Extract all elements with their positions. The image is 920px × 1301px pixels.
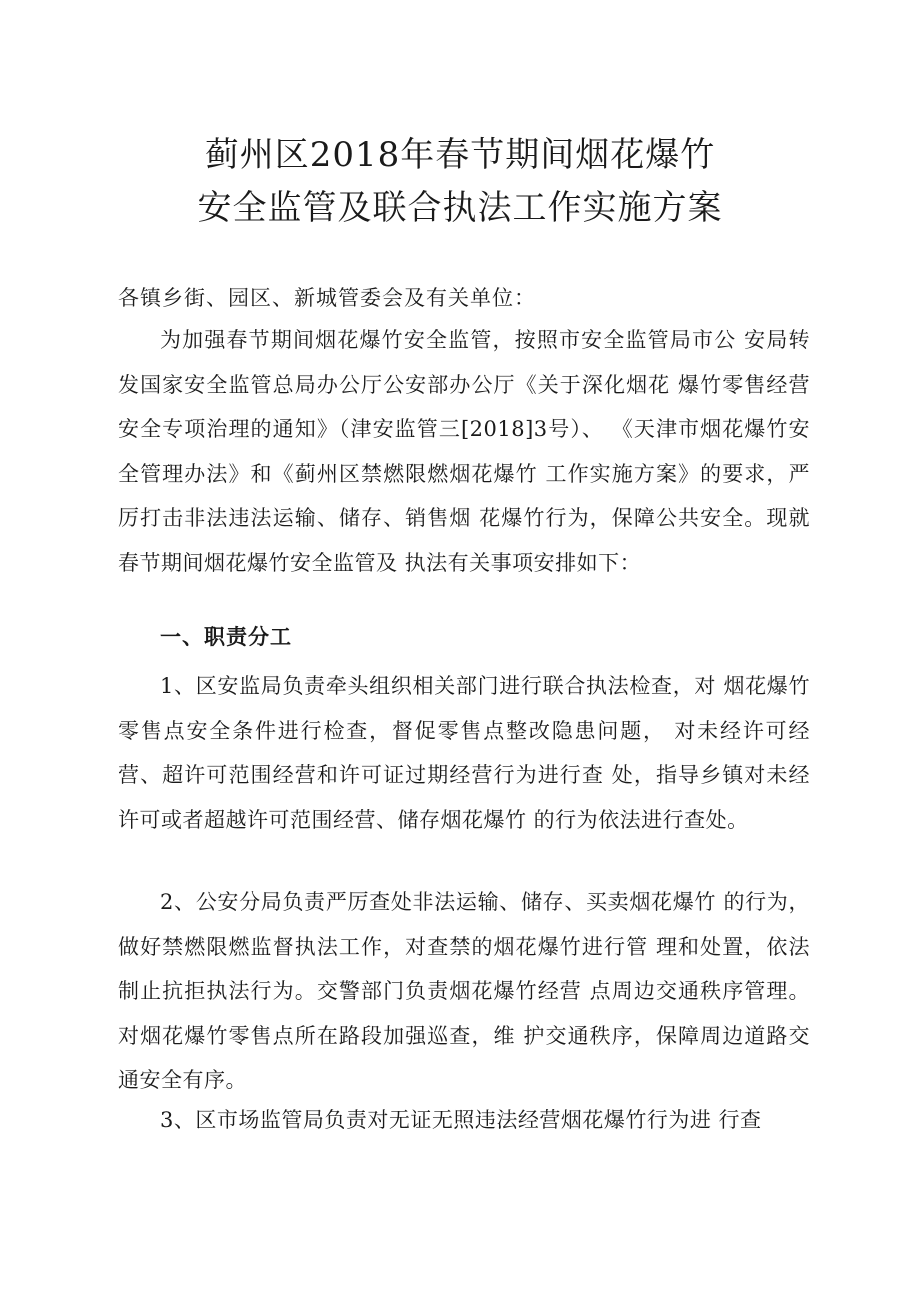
intro-paragraph: 为加强春节期间烟花爆竹安全监管，按照市安全监管局市公 安局转发国家安全监管总局办公厅公安部办公厅《关于深化烟花 爆竹零售经营安全专项治理的通知》（津安监管三[2018]3号）、 《天津市烟花爆竹安全管理办法》和《蓟州区禁燃限燃烟花爆竹 工作实施方案》的要求，严厉打击非法违法运输、储存、销售烟 花爆竹行为，保障公共安全。现就春节期间烟花爆竹安全监管及 执法有关事项安排如下：	[118, 328, 810, 575]
document-title-line-2: 安全监管及联合执法工作实施方案	[197, 188, 723, 228]
duty-item-2: 2、公安分局负责严厉查处非法运输、储存、买卖烟花爆竹 的行为，做好禁燃限燃监督执法工作，对查禁的烟花爆竹进行管 理和处置，依法制止抗拒执法行为。交警部门负责烟花爆竹经营 点周边交通秩序管理。对烟花爆竹零售点所在路段加强巡查，维 护交通秩序，保障周边道路交通安全有序。	[118, 890, 810, 1092]
duty-item-1: 1、区安监局负责牵头组织相关部门进行联合执法检查，对 烟花爆竹零售点安全条件进行检查，督促零售点整改隐患问题， 对未经许可经营、超许可范围经营和许可证过期经营行为进行查 处，指导乡镇对未经许可或者超越许可范围经营、储存烟花爆竹 的行为依法进行查处。	[118, 674, 810, 832]
document-title-line-1: 蓟州区2018年春节期间烟花爆竹	[204, 135, 716, 175]
duty-item-3: 3、区市场监管局负责对无证无照违法经营烟花爆竹行为进 行查	[160, 1108, 762, 1132]
section-heading-duties: 一、职责分工	[160, 625, 292, 649]
salutation: 各镇乡街、园区、新城管委会及有关单位：	[118, 286, 536, 310]
